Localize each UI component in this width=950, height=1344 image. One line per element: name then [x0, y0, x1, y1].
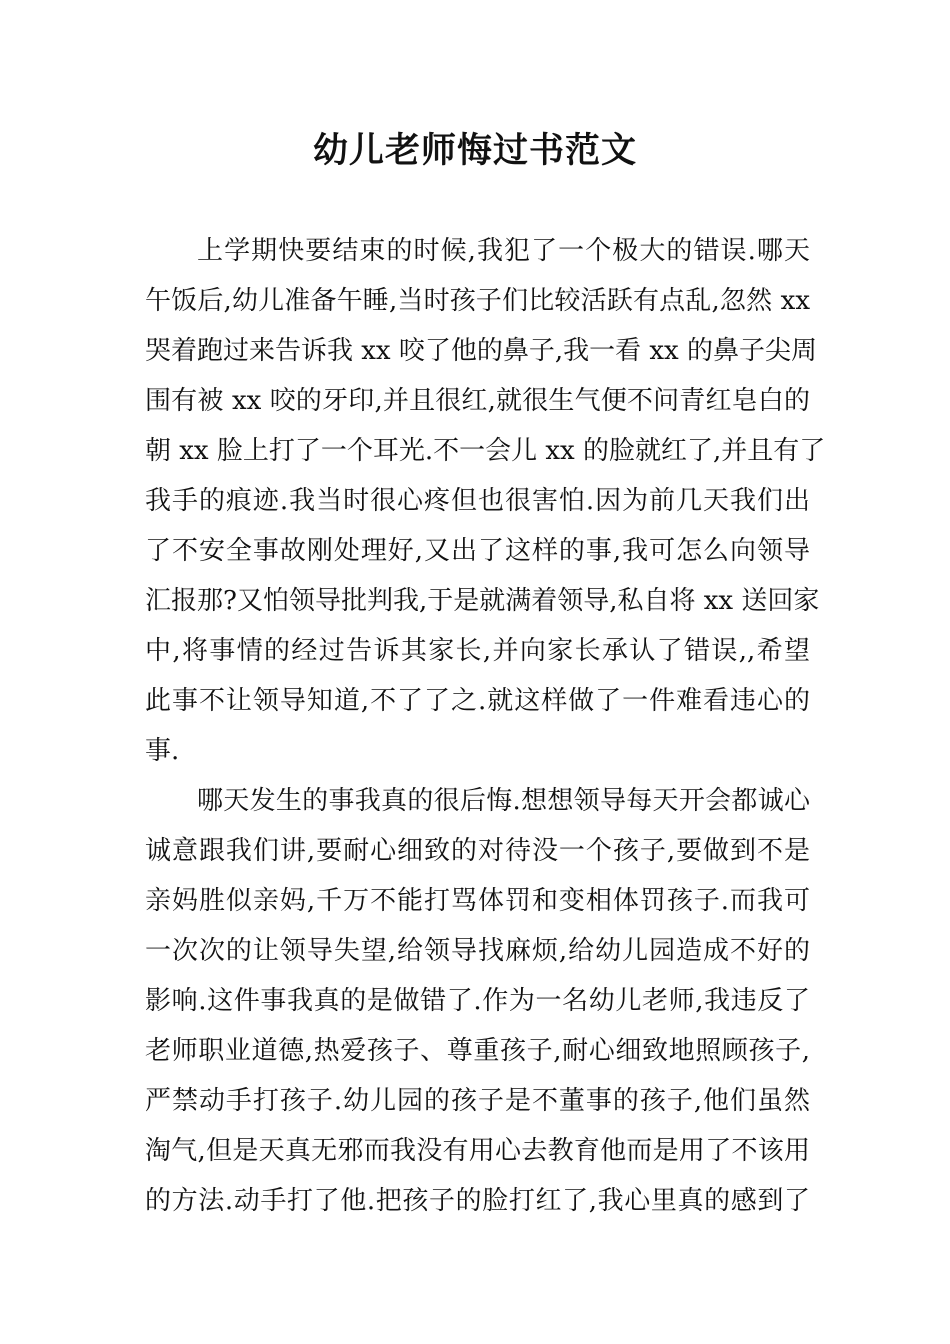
- text-line: 诚意跟我们讲,要耐心细致的对待没一个孩子,要做到不是: [145, 836, 810, 866]
- text-line: 老师职业道德,热爱孩子、尊重孩子,耐心细致地照顾孩子,: [145, 1036, 810, 1066]
- text-line: 事.: [145, 736, 180, 766]
- document-title: 幼儿老师悔过书范文: [312, 130, 637, 171]
- text-line: 哭着跑过来告诉我 xx 咬了他的鼻子,我一看 xx 的鼻子尖周: [145, 336, 817, 366]
- text-line: 一次次的让领导失望,给领导找麻烦,给幼儿园造成不好的: [145, 936, 810, 966]
- text-line: 中,将事情的经过告诉其家长,并向家长承认了错误,,希望: [145, 636, 810, 666]
- text-line: 上学期快要结束的时候,我犯了一个极大的错误.哪天: [197, 236, 810, 266]
- text-line: 严禁动手打孩子.幼儿园的孩子是不董事的孩子,他们虽然: [145, 1086, 810, 1116]
- text-line: 围有被 xx 咬的牙印,并且很红,就很生气便不问青红皂白的: [145, 386, 810, 416]
- text-line: 淘气,但是天真无邪而我没有用心去教育他而是用了不该用: [145, 1136, 810, 1166]
- paragraph-2: [145, 776, 810, 1226]
- document-body: [145, 226, 826, 1226]
- paragraph-1: [145, 226, 826, 776]
- text-line: 午饭后,幼儿准备午睡,当时孩子们比较活跃有点乱,忽然 xx: [145, 286, 810, 316]
- text-line: 我手的痕迹.我当时很心疼但也很害怕.因为前几天我们出: [145, 486, 810, 516]
- text-line: 此事不让领导知道,不了了之.就这样做了一件难看违心的: [145, 686, 810, 716]
- text-line: 亲妈胜似亲妈,千万不能打骂体罚和变相体罚孩子.而我可: [145, 886, 810, 916]
- text-line: 了不安全事故刚处理好,又出了这样的事,我可怎么向领导: [145, 536, 810, 566]
- text-line: 影响.这件事我真的是做错了.作为一名幼儿老师,我违反了: [145, 986, 810, 1016]
- text-line: 的方法.动手打了他.把孩子的脸打红了,我心里真的感到了: [145, 1186, 810, 1216]
- text-line: 哪天发生的事我真的很后悔.想想领导每天开会都诚心: [197, 786, 810, 816]
- text-line: 汇报那?又怕领导批判我,于是就满着领导,私自将 xx 送回家: [145, 586, 820, 616]
- text-line: 朝 xx 脸上打了一个耳光.不一会儿 xx 的脸就红了,并且有了: [145, 436, 826, 466]
